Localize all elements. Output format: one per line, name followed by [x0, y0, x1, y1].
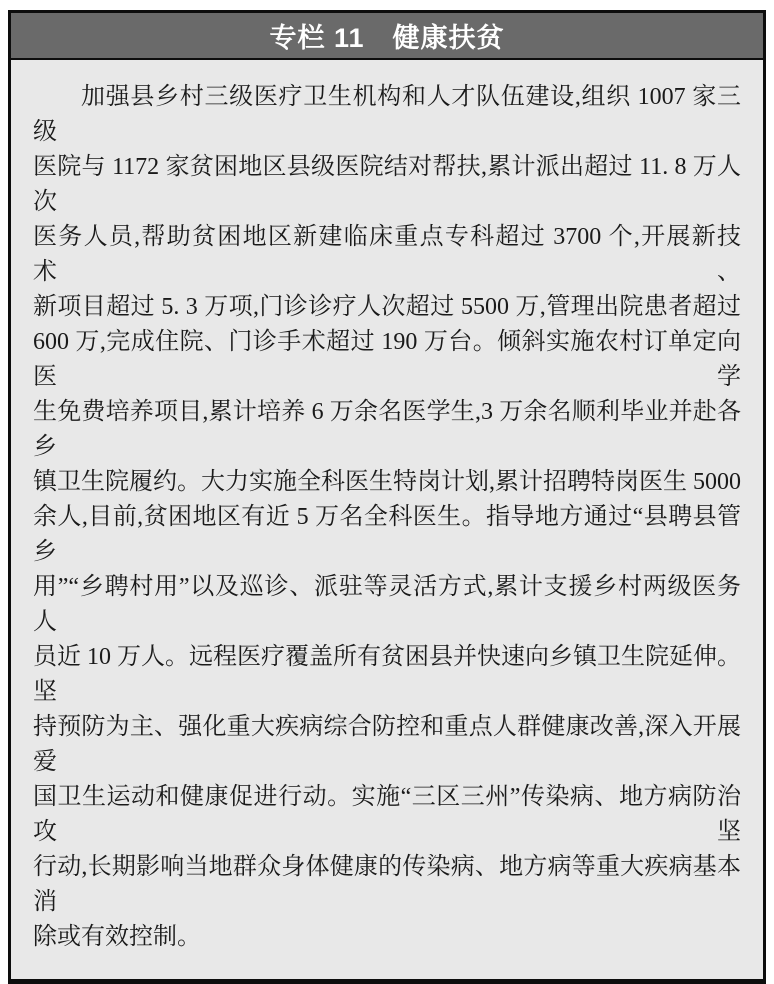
text-line: 生免费培养项目,累计培养 6 万余名医学生,3 万余名顺利毕业并赴各乡 — [33, 399, 741, 460]
text-line: 持预防为主、强化重大疾病综合防控和重点人群健康改善,深入开展爱 — [33, 714, 741, 775]
text-line: 镇卫生院履约。大力实施全科医生特岗计划,累计招聘特岗医生 5000 — [33, 469, 741, 495]
text-line: 加强县乡村三级医疗卫生机构和人才队伍建设,组织 1007 家三级 — [33, 84, 741, 145]
text-line: 医院与 1172 家贫困地区县级医院结对帮扶,累计派出超过 11. 8 万人次 — [33, 154, 741, 215]
panel-header — [11, 13, 763, 60]
column-panel — [8, 10, 766, 984]
text-line: 600 万,完成住院、门诊手术超过 190 万台。倾斜实施农村订单定向医学 — [33, 329, 741, 390]
text-line: 新项目超过 5. 3 万项,门诊诊疗人次超过 5500 万,管理出院患者超过 — [33, 294, 741, 320]
text-line: 除或有效控制。 — [33, 924, 201, 950]
text-line: 余人,目前,贫困地区有近 5 万名全科医生。指导地方通过“县聘县管乡 — [33, 504, 741, 565]
text-line: 国卫生运动和健康促进行动。实施“三区三州”传染病、地方病防治攻坚 — [33, 784, 741, 845]
text-line: 员近 10 万人。远程医疗覆盖所有贫困县并快速向乡镇卫生院延伸。坚 — [33, 644, 741, 705]
text-line: 医务人员,帮助贫困地区新建临床重点专科超过 3700 个,开展新技术、 — [33, 224, 741, 285]
panel-title: 专栏 11 健康扶贫 — [269, 23, 505, 53]
panel-body — [11, 60, 763, 979]
text-line: 行动,长期影响当地群众身体健康的传染病、地方病等重大疾病基本消 — [33, 854, 741, 915]
text-line: 用”“乡聘村用”以及巡诊、派驻等灵活方式,累计支援乡村两级医务人 — [33, 574, 741, 635]
